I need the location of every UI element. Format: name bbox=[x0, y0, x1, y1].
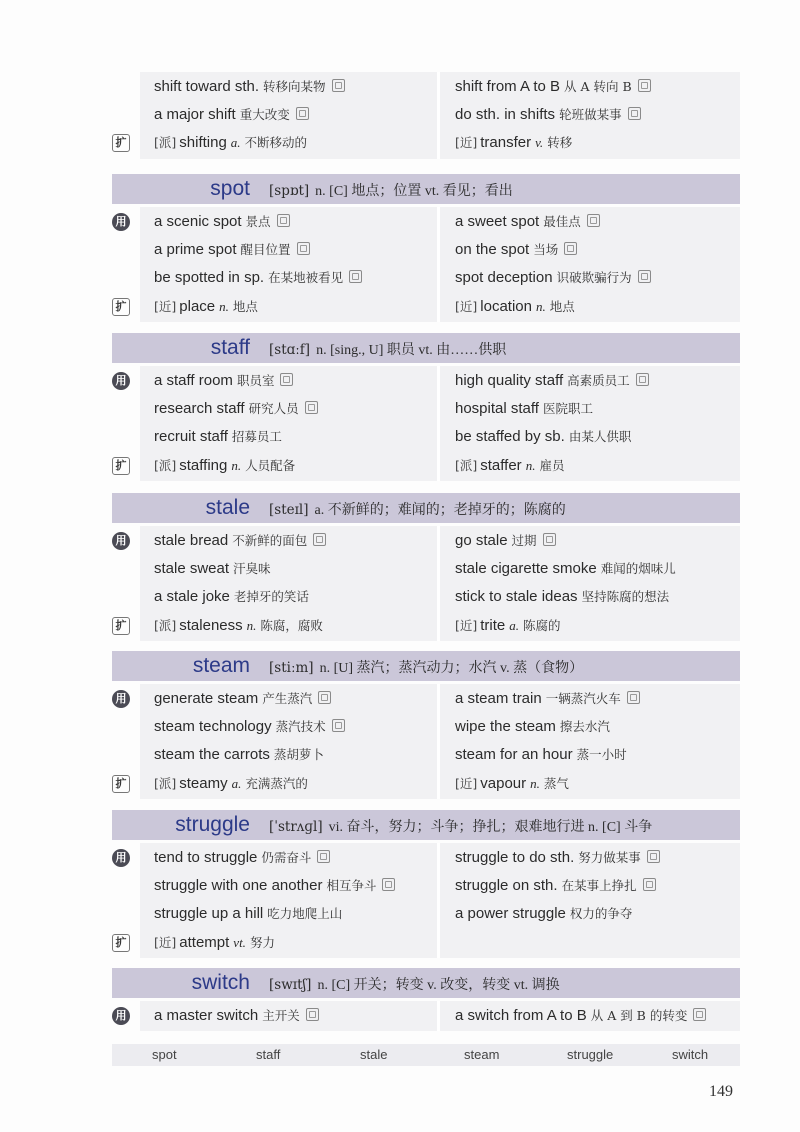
chinese-translation: 由某人供职 bbox=[568, 429, 632, 445]
right-phrase bbox=[455, 105, 641, 123]
extension-icon: 扩 bbox=[112, 934, 130, 952]
english-phrase: shift toward sth. bbox=[154, 78, 260, 95]
english-phrase: struggle on sth. bbox=[455, 877, 558, 895]
chinese-translation: 识破欺骗行为 bbox=[556, 270, 632, 286]
audio-icon[interactable] bbox=[305, 401, 318, 414]
phonetic: [stɑːf] bbox=[269, 342, 311, 358]
index-strip bbox=[112, 1044, 740, 1066]
phrase-row bbox=[0, 1002, 800, 1030]
chinese-translation: 相互争斗 bbox=[326, 878, 377, 894]
phrase-row bbox=[0, 264, 800, 292]
entry-header bbox=[112, 174, 740, 204]
english-phrase: high quality staff bbox=[455, 372, 564, 389]
audio-icon[interactable] bbox=[297, 242, 310, 255]
page-number: 149 bbox=[709, 1083, 733, 1100]
part-of-speech: a. bbox=[509, 617, 520, 633]
index-word[interactable]: steam bbox=[464, 1047, 500, 1062]
index-word[interactable]: switch bbox=[672, 1047, 709, 1062]
left-phrase bbox=[154, 559, 271, 577]
usage-icon: 用 bbox=[112, 213, 130, 231]
phonetic: [steɪl] bbox=[269, 502, 309, 518]
right-phrase bbox=[455, 399, 593, 417]
chinese-translation: 人员配备 bbox=[245, 457, 296, 473]
phrase-row bbox=[0, 208, 800, 236]
relation-tag: [近] bbox=[455, 135, 478, 151]
english-phrase: recruit staff bbox=[154, 428, 228, 446]
chinese-translation: 擦去水汽 bbox=[559, 719, 610, 735]
definition-text: n. [C] 地点；位置 vt. 看见；看出 bbox=[315, 184, 513, 199]
part-of-speech: n. bbox=[231, 457, 242, 473]
english-phrase: place bbox=[179, 297, 216, 315]
phrase-row bbox=[0, 101, 800, 129]
phrase-row bbox=[0, 236, 800, 264]
phonetic: [swɪtʃ] bbox=[269, 977, 312, 993]
chinese-translation: 醒目位置 bbox=[240, 242, 291, 258]
left-phrase bbox=[154, 587, 309, 605]
chinese-translation: 地点 bbox=[232, 298, 258, 314]
headword: staff bbox=[210, 336, 250, 359]
chinese-translation: 蒸胡萝卜 bbox=[273, 747, 324, 763]
left-phrase bbox=[154, 268, 362, 286]
entry-definition bbox=[269, 180, 513, 200]
audio-icon[interactable] bbox=[543, 533, 556, 546]
phrase-row bbox=[0, 395, 800, 423]
chinese-translation: 汗臭味 bbox=[233, 561, 271, 577]
english-phrase: a steam train bbox=[455, 690, 542, 707]
chinese-translation: 招募员工 bbox=[231, 429, 282, 445]
english-phrase: stale sweat bbox=[154, 560, 230, 578]
chinese-translation: 陈腐，腐败 bbox=[260, 617, 323, 633]
chinese-translation: 医院职工 bbox=[542, 401, 593, 417]
right-phrase bbox=[455, 1006, 706, 1024]
audio-icon[interactable] bbox=[382, 878, 395, 891]
right-phrase bbox=[455, 268, 651, 286]
chinese-translation: 蒸汽技术 bbox=[275, 719, 326, 735]
usage-icon: 用 bbox=[112, 372, 130, 390]
english-phrase: go stale bbox=[455, 532, 508, 549]
entry-header bbox=[112, 968, 740, 998]
phrase-row bbox=[0, 612, 800, 640]
phrase-row bbox=[0, 367, 800, 395]
extension-icon: 扩 bbox=[112, 298, 130, 316]
left-phrase bbox=[154, 456, 295, 474]
relation-tag: [派] bbox=[154, 775, 177, 791]
chinese-translation: 产生蒸汽 bbox=[262, 691, 313, 706]
left-phrase bbox=[154, 745, 324, 763]
english-phrase: location bbox=[480, 297, 532, 315]
right-phrase bbox=[455, 297, 575, 315]
extension-icon: 扩 bbox=[112, 775, 130, 793]
part-of-speech: a. bbox=[230, 135, 241, 151]
english-phrase: spot deception bbox=[455, 269, 553, 287]
audio-icon[interactable] bbox=[318, 691, 331, 704]
english-phrase: struggle up a hill bbox=[154, 905, 264, 923]
chinese-translation: 主开关 bbox=[262, 1008, 300, 1023]
chinese-translation: 景点 bbox=[245, 214, 271, 229]
english-phrase: stick to stale ideas bbox=[455, 588, 578, 606]
english-phrase: steam technology bbox=[154, 718, 272, 736]
part-of-speech: n. bbox=[219, 298, 229, 314]
english-phrase: generate steam bbox=[154, 690, 259, 707]
part-of-speech: vt. bbox=[233, 934, 246, 950]
headword: switch bbox=[191, 971, 250, 994]
english-phrase: a major shift bbox=[154, 106, 236, 124]
phrase-row bbox=[0, 452, 800, 480]
right-phrase bbox=[455, 456, 564, 474]
chinese-translation: 地点 bbox=[549, 298, 575, 314]
english-phrase: attempt bbox=[179, 933, 230, 951]
definition-text: vi. 奋斗，努力；斗争；挣扎；艰难地行进 n. [C] 斗争 bbox=[328, 820, 653, 835]
phrase-row bbox=[0, 741, 800, 769]
left-phrase bbox=[154, 371, 293, 389]
relation-tag: [近] bbox=[455, 298, 478, 314]
entry-definition bbox=[269, 499, 566, 519]
headword: spot bbox=[210, 177, 250, 200]
english-phrase: shift from A to B bbox=[455, 78, 561, 95]
right-phrase bbox=[455, 587, 669, 605]
right-phrase bbox=[455, 240, 577, 258]
english-phrase: on the spot bbox=[455, 241, 530, 259]
part-of-speech: n. bbox=[246, 617, 257, 633]
left-phrase bbox=[154, 933, 275, 951]
headword: steam bbox=[192, 654, 250, 677]
phonetic: [spɒt] bbox=[269, 183, 310, 199]
entry-definition bbox=[269, 974, 560, 994]
extension-icon: 扩 bbox=[112, 617, 130, 635]
english-phrase: hospital staff bbox=[455, 400, 539, 418]
left-phrase bbox=[154, 240, 310, 258]
chinese-translation: 充满蒸汽的 bbox=[245, 775, 308, 791]
english-phrase: staleness bbox=[179, 616, 243, 634]
left-phrase bbox=[154, 531, 326, 549]
relation-tag: [近] bbox=[154, 934, 177, 950]
index-word[interactable]: spot bbox=[152, 1047, 177, 1062]
right-phrase bbox=[455, 371, 649, 389]
left-phrase bbox=[154, 848, 330, 866]
english-phrase: stale cigarette smoke bbox=[455, 560, 597, 578]
left-phrase bbox=[154, 297, 258, 315]
definition-text: n. [C] 开关；转变 v. 改变，转变 vt. 调换 bbox=[317, 978, 560, 993]
index-word[interactable]: stale bbox=[360, 1047, 388, 1062]
right-phrase bbox=[455, 717, 610, 735]
chinese-translation: 转移 bbox=[547, 135, 573, 151]
left-phrase bbox=[154, 774, 308, 792]
audio-icon[interactable] bbox=[587, 214, 600, 227]
audio-icon[interactable] bbox=[628, 107, 641, 120]
chinese-translation: 研究人员 bbox=[248, 401, 299, 417]
relation-tag: [派] bbox=[455, 457, 478, 473]
chinese-translation: 吃力地爬上山 bbox=[267, 906, 343, 922]
phrase-row bbox=[0, 555, 800, 583]
entry-header bbox=[112, 810, 740, 840]
audio-icon[interactable] bbox=[647, 850, 660, 863]
right-phrase bbox=[455, 616, 561, 634]
right-phrase bbox=[455, 876, 656, 894]
index-word[interactable]: staff bbox=[256, 1047, 281, 1062]
english-phrase: vapour bbox=[480, 774, 527, 792]
definition-text: n. [U] 蒸汽；蒸汽动力；水汽 v. 蒸（食物） bbox=[319, 661, 584, 676]
chinese-translation: 从 A 到 B 的转变 bbox=[590, 1008, 688, 1023]
english-phrase: shifting bbox=[179, 134, 227, 152]
relation-tag: [近] bbox=[455, 617, 478, 633]
relation-tag: [近] bbox=[455, 775, 478, 791]
chinese-translation: 当场 bbox=[533, 242, 559, 258]
right-phrase bbox=[455, 427, 631, 445]
phrase-row bbox=[0, 73, 800, 101]
phrase-row bbox=[0, 129, 800, 157]
audio-icon[interactable] bbox=[349, 270, 362, 283]
left-phrase bbox=[154, 77, 345, 95]
headword: struggle bbox=[175, 813, 250, 836]
chinese-translation: 高素质员工 bbox=[567, 373, 630, 388]
left-phrase bbox=[154, 717, 345, 735]
right-phrase bbox=[455, 559, 676, 577]
phonetic: [stiːm] bbox=[269, 660, 314, 676]
chinese-translation: 一辆蒸汽火车 bbox=[545, 691, 621, 706]
chinese-translation: 轮班做某事 bbox=[559, 107, 622, 123]
relation-tag: [派] bbox=[154, 135, 177, 151]
chinese-translation: 过期 bbox=[511, 533, 537, 548]
phrase-row bbox=[0, 423, 800, 451]
english-phrase: research staff bbox=[154, 400, 245, 418]
part-of-speech: a. bbox=[231, 775, 242, 791]
definition-text: n. [sing., U] 职员 vt. 由……供职 bbox=[316, 343, 507, 358]
phrase-row bbox=[0, 844, 800, 872]
left-phrase bbox=[154, 105, 309, 123]
definition-text: a. 不新鲜的；难闻的；老掉牙的；陈腐的 bbox=[314, 503, 566, 518]
english-phrase: tend to struggle bbox=[154, 849, 258, 866]
phrase-row bbox=[0, 527, 800, 555]
chinese-translation: 陈腐的 bbox=[523, 617, 561, 633]
english-phrase: struggle with one another bbox=[154, 877, 323, 895]
right-phrase bbox=[455, 133, 572, 151]
left-phrase bbox=[154, 133, 307, 151]
chinese-translation: 转移向某物 bbox=[263, 79, 326, 94]
entry-header bbox=[112, 651, 740, 681]
chinese-translation: 蒸气 bbox=[543, 775, 569, 791]
phonetic: [ˈstrʌɡl] bbox=[269, 819, 323, 835]
english-phrase: a sweet spot bbox=[455, 213, 540, 230]
chinese-translation: 努力做某事 bbox=[578, 850, 641, 865]
left-phrase bbox=[154, 399, 318, 417]
audio-icon[interactable] bbox=[306, 1008, 319, 1021]
right-phrase bbox=[455, 848, 660, 866]
english-phrase: steam for an hour bbox=[455, 746, 573, 764]
chinese-translation: 重大改变 bbox=[239, 107, 290, 123]
chinese-translation: 在某事上挣扎 bbox=[561, 878, 637, 894]
phrase-row bbox=[0, 685, 800, 713]
right-phrase bbox=[455, 212, 600, 230]
english-phrase: stale bread bbox=[154, 532, 229, 549]
left-phrase bbox=[154, 689, 331, 707]
audio-icon[interactable] bbox=[332, 79, 345, 92]
chinese-translation: 不新鲜的面包 bbox=[232, 533, 308, 548]
english-phrase: struggle to do sth. bbox=[455, 849, 575, 866]
usage-icon: 用 bbox=[112, 690, 130, 708]
entry-definition bbox=[269, 657, 583, 677]
english-phrase: be staffed by sb. bbox=[455, 428, 565, 446]
english-phrase: transfer bbox=[480, 134, 532, 152]
part-of-speech: n. bbox=[525, 457, 536, 473]
part-of-speech: v. bbox=[535, 135, 544, 151]
relation-tag: [近] bbox=[154, 298, 177, 314]
english-phrase: be spotted in sp. bbox=[154, 269, 265, 287]
extension-icon: 扩 bbox=[112, 457, 130, 475]
left-phrase bbox=[154, 427, 282, 445]
english-phrase: a scenic spot bbox=[154, 213, 242, 230]
audio-icon[interactable] bbox=[280, 373, 293, 386]
english-phrase: a switch from A to B bbox=[455, 1007, 587, 1024]
entry-definition bbox=[269, 816, 652, 836]
phrase-row bbox=[0, 713, 800, 741]
english-phrase: steamy bbox=[179, 774, 228, 792]
chinese-translation: 老掉牙的笑话 bbox=[233, 589, 309, 605]
right-phrase bbox=[455, 904, 632, 922]
english-phrase: staffing bbox=[179, 456, 228, 474]
phrase-row bbox=[0, 929, 800, 957]
chinese-translation: 难闻的烟味儿 bbox=[600, 561, 676, 577]
chinese-translation: 仍需奋斗 bbox=[261, 850, 312, 865]
usage-icon: 用 bbox=[112, 849, 130, 867]
chinese-translation: 从 A 转向 B bbox=[564, 79, 632, 94]
english-phrase: steam the carrots bbox=[154, 746, 270, 764]
audio-icon[interactable] bbox=[693, 1008, 706, 1021]
english-phrase: a staff room bbox=[154, 372, 233, 389]
part-of-speech: n. bbox=[535, 298, 546, 314]
part-of-speech: n. bbox=[530, 775, 540, 791]
chinese-translation: 最佳点 bbox=[543, 214, 581, 229]
phrase-row bbox=[0, 583, 800, 611]
right-phrase bbox=[455, 77, 651, 95]
left-phrase bbox=[154, 1006, 319, 1024]
index-word[interactable]: struggle bbox=[567, 1047, 614, 1062]
entry-definition bbox=[269, 339, 506, 359]
right-phrase bbox=[455, 774, 569, 792]
english-phrase: a stale joke bbox=[154, 588, 230, 606]
right-phrase bbox=[455, 745, 627, 763]
english-phrase: a prime spot bbox=[154, 241, 237, 259]
relation-tag: [派] bbox=[154, 457, 177, 473]
audio-icon[interactable] bbox=[317, 850, 330, 863]
phrase-row bbox=[0, 900, 800, 928]
audio-icon[interactable] bbox=[332, 719, 345, 732]
audio-icon[interactable] bbox=[627, 691, 640, 704]
chinese-translation: 努力 bbox=[249, 934, 275, 950]
english-phrase: wipe the steam bbox=[455, 718, 556, 736]
phrase-row bbox=[0, 872, 800, 900]
audio-icon[interactable] bbox=[564, 242, 577, 255]
english-phrase: a power struggle bbox=[455, 905, 566, 923]
audio-icon[interactable] bbox=[296, 107, 309, 120]
english-phrase: do sth. in shifts bbox=[455, 106, 556, 124]
audio-icon[interactable] bbox=[638, 270, 651, 283]
left-phrase bbox=[154, 904, 342, 922]
right-phrase bbox=[455, 689, 640, 707]
left-phrase bbox=[154, 616, 323, 634]
left-phrase bbox=[154, 876, 395, 894]
english-phrase: trite bbox=[480, 616, 506, 634]
audio-icon[interactable] bbox=[643, 878, 656, 891]
entry-header bbox=[112, 333, 740, 363]
usage-icon: 用 bbox=[112, 1007, 130, 1025]
english-phrase: a master switch bbox=[154, 1007, 259, 1024]
audio-icon[interactable] bbox=[636, 373, 649, 386]
chinese-translation: 在某地被看见 bbox=[268, 270, 344, 286]
chinese-translation: 职员室 bbox=[236, 373, 275, 388]
audio-icon[interactable] bbox=[277, 214, 290, 227]
audio-icon[interactable] bbox=[638, 79, 651, 92]
usage-icon: 用 bbox=[112, 532, 130, 550]
chinese-translation: 蒸一小时 bbox=[576, 747, 627, 763]
chinese-translation: 权力的争夺 bbox=[569, 906, 633, 922]
chinese-translation: 坚持陈腐的想法 bbox=[581, 589, 670, 605]
chinese-translation: 雇员 bbox=[539, 457, 565, 473]
left-phrase bbox=[154, 212, 290, 230]
entry-header bbox=[112, 493, 740, 523]
chinese-translation: 不断移动的 bbox=[244, 135, 308, 151]
phrase-row bbox=[0, 293, 800, 321]
extension-icon: 扩 bbox=[112, 134, 130, 152]
phrase-row bbox=[0, 770, 800, 798]
relation-tag: [派] bbox=[154, 617, 177, 633]
right-phrase bbox=[455, 531, 556, 549]
english-phrase: staffer bbox=[480, 456, 522, 474]
headword: stale bbox=[205, 496, 250, 519]
audio-icon[interactable] bbox=[313, 533, 326, 546]
